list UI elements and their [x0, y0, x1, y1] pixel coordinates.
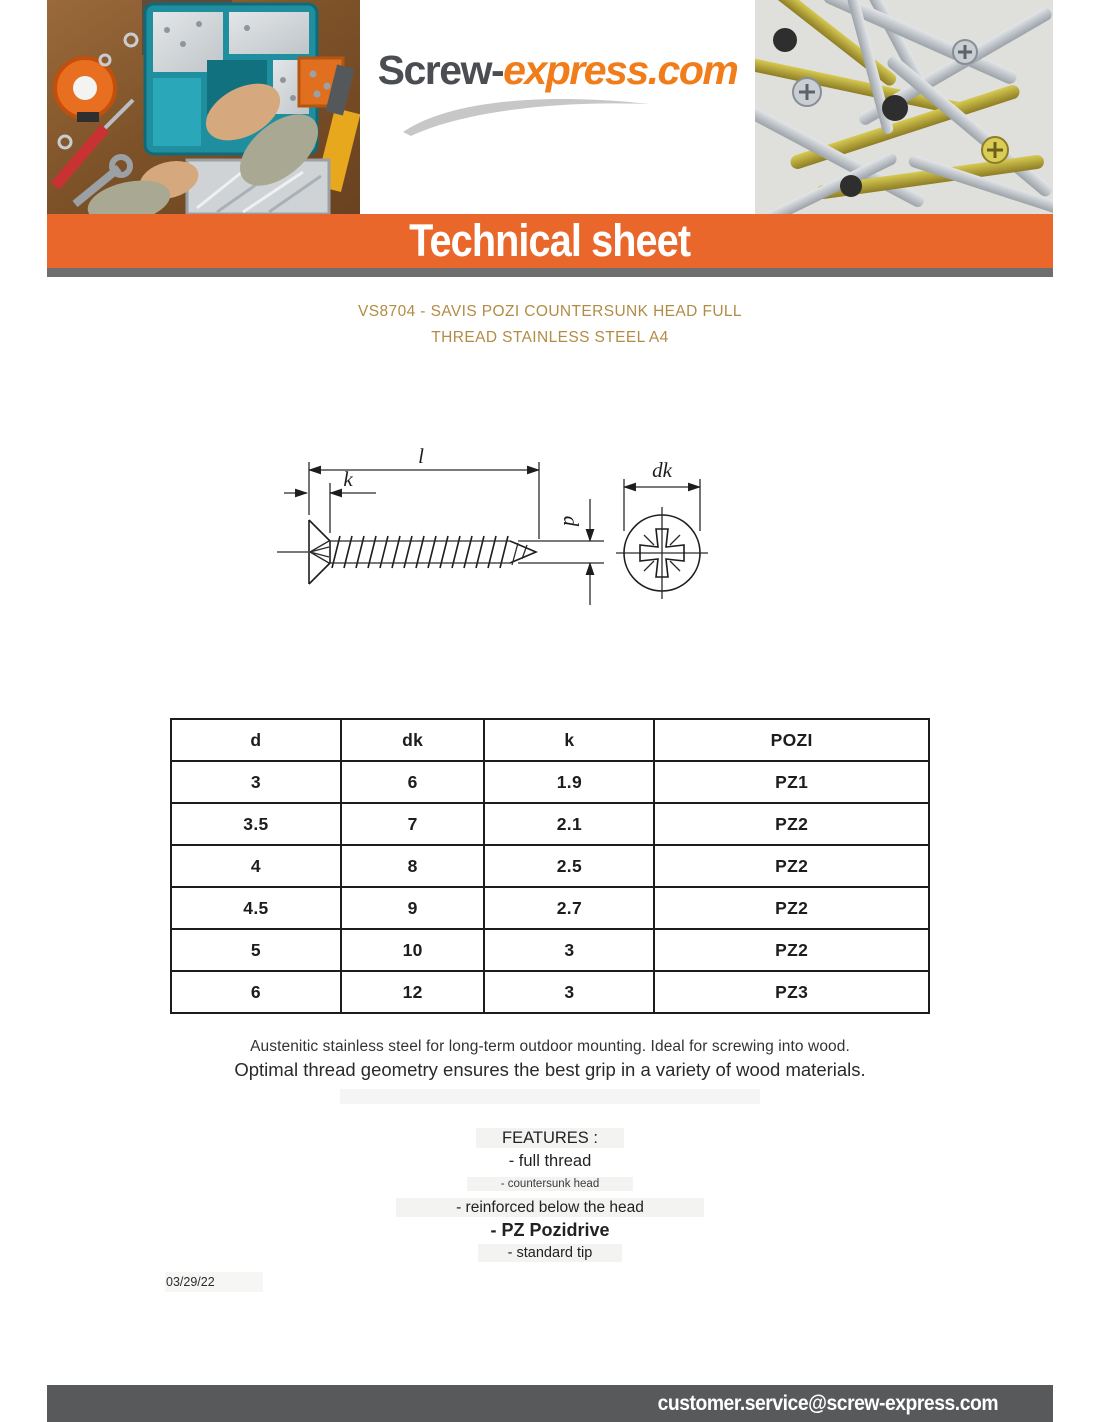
logo — [378, 47, 738, 167]
table-cell: 3 — [484, 929, 654, 971]
logo-swoosh-icon — [318, 90, 738, 141]
translation-artifact — [340, 1089, 760, 1104]
product-title-line2: THREAD STAINLESS STEEL A4 — [431, 329, 669, 346]
revision-date: 03/29/22 — [165, 1272, 263, 1292]
table-header-cell: dk — [341, 719, 485, 761]
table-cell: 9 — [341, 887, 485, 929]
table-cell: PZ3 — [654, 971, 929, 1013]
table-cell: PZ2 — [654, 845, 929, 887]
table-header-cell: d — [171, 719, 341, 761]
feature-item: - countersunk head — [467, 1177, 633, 1191]
table-row — [171, 845, 929, 887]
workbench-photo-graphic — [47, 0, 360, 214]
table-header-cell: k — [484, 719, 654, 761]
description-line1: Austenitic stainless steel for long-term outdoor mounting. Ideal for screwing into wood. — [250, 1038, 850, 1055]
description — [0, 1038, 1100, 1104]
table-row — [171, 761, 929, 803]
features-heading: FEATURES : — [476, 1128, 624, 1148]
technical-drawing — [272, 437, 1100, 620]
dim-label-diameter: d — [559, 515, 583, 527]
screw-head-view — [616, 458, 708, 599]
table-cell: PZ1 — [654, 761, 929, 803]
table-cell: PZ2 — [654, 929, 929, 971]
dim-label-head-height: k — [343, 467, 353, 491]
dim-label-head-diameter: dk — [652, 458, 672, 482]
features-list — [0, 1128, 1100, 1264]
logo-text — [378, 47, 738, 94]
table-cell: 6 — [171, 971, 341, 1013]
table-cell: 6 — [341, 761, 485, 803]
logo-part1: Screw- — [377, 47, 504, 93]
screws-photo-graphic — [755, 0, 1053, 214]
table-row — [171, 803, 929, 845]
table-cell: 2.1 — [484, 803, 654, 845]
logo-area — [360, 0, 755, 214]
table-cell: PZ2 — [654, 803, 929, 845]
table-cell: 10 — [341, 929, 485, 971]
banner-title: Technical sheet — [409, 215, 691, 266]
table-cell: 8 — [341, 845, 485, 887]
table-cell: 2.5 — [484, 845, 654, 887]
table-cell: 2.7 — [484, 887, 654, 929]
feature-item: - PZ Pozidrive — [490, 1220, 610, 1240]
table-cell: 4.5 — [171, 887, 341, 929]
banner — [47, 214, 1053, 268]
screw-side-view — [277, 520, 536, 584]
table-cell: 4 — [171, 845, 341, 887]
table-cell: 12 — [341, 971, 485, 1013]
table-header-cell: POZI — [654, 719, 929, 761]
workbench-photo — [47, 0, 360, 214]
header — [47, 0, 1053, 214]
table-header-row — [171, 719, 929, 761]
dimension-lines — [284, 444, 604, 605]
footer-email-link[interactable]: customer.service@screw-express.com — [657, 1391, 998, 1415]
product-title — [0, 299, 1100, 351]
feature-item: - full thread — [508, 1152, 592, 1170]
logo-part2: express.com — [503, 47, 738, 93]
table-cell: PZ2 — [654, 887, 929, 929]
table-row — [171, 971, 929, 1013]
footer — [47, 1385, 1053, 1422]
table-cell: 3 — [484, 971, 654, 1013]
table-cell: 5 — [171, 929, 341, 971]
table-row — [171, 929, 929, 971]
spec-table — [170, 718, 930, 1014]
table-cell: 7 — [341, 803, 485, 845]
product-title-line1: VS8704 - SAVIS POZI COUNTERSUNK HEAD FULL — [358, 303, 742, 320]
table-cell: 1.9 — [484, 761, 654, 803]
table-cell: 3 — [171, 761, 341, 803]
banner-divider — [47, 268, 1053, 277]
feature-item: - reinforced below the head — [396, 1198, 704, 1217]
table-cell: 3.5 — [171, 803, 341, 845]
feature-item: - standard tip — [478, 1244, 623, 1262]
screws-photo — [755, 0, 1053, 214]
description-line2: Optimal thread geometry ensures the best grip in a variety of wood materials. — [234, 1059, 866, 1080]
dim-label-length: l — [418, 444, 424, 468]
table-row — [171, 887, 929, 929]
